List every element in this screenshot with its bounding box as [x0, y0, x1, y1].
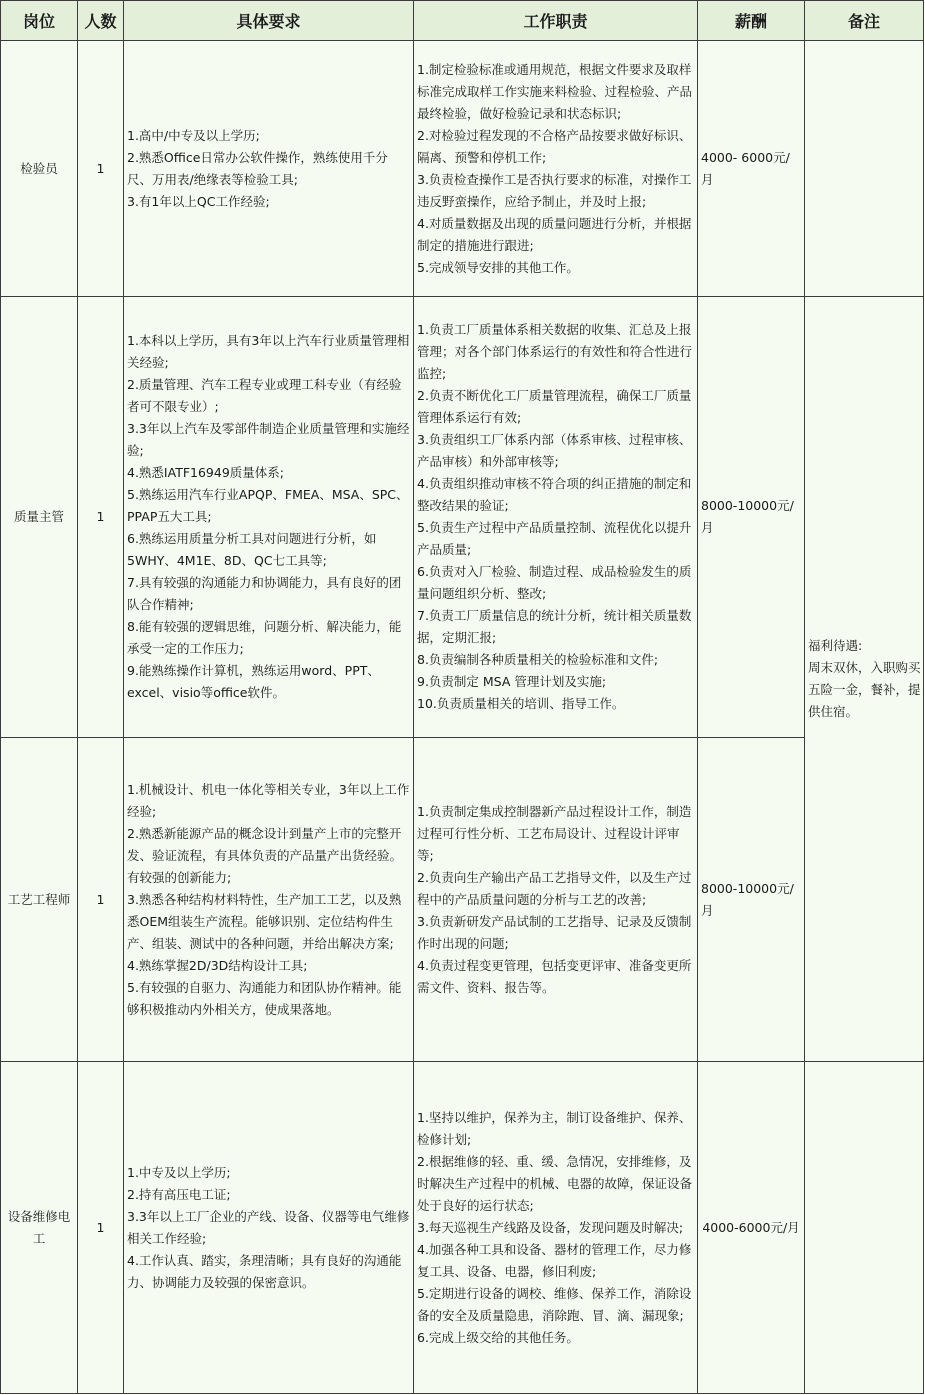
salary-cell: 4000-6000元/月: [698, 1062, 805, 1394]
requirement-item: 5.有较强的自驱力、沟通能力和团队协作精神。能够积极推动内外相关方，使成果落地。: [127, 979, 402, 1017]
requirements-cell: [124, 297, 414, 738]
salary-cell: 8000-10000元/月: [698, 297, 805, 738]
duty-item: 10.负责质量相关的培训、指导工作。: [417, 696, 625, 711]
requirement-item: 6.熟练运用质量分析工具对问题进行分析，如5WHY、4M1E、8D、QC七工具等;: [127, 531, 377, 568]
duty-item: 5.负责生产过程中产品质量控制、流程优化以提升产品质量;: [417, 520, 692, 557]
table-row: [1, 41, 924, 297]
duty-item: 5.完成领导安排的其他工作。: [417, 259, 579, 275]
duty-item: 4.加强各种工具和设备、器材的管理工作，尽力修复工具、设备、电器，修旧利废;: [417, 1241, 692, 1279]
requirement-item: 3.3年以上工厂企业的产线、设备、仪器等电气维修相关工作经验;: [127, 1208, 410, 1246]
requirement-item: 4.工作认真、踏实，条理清晰；具有良好的沟通能力、协调能力及较强的保密意识。: [127, 1252, 402, 1290]
duty-item: 1.负责工厂质量体系相关数据的收集、汇总及上报管理；对各个部门体系运行的有效性和符合性进行监控;: [417, 322, 693, 381]
header-row: [1, 1, 924, 41]
requirement-item: 9.能熟练操作计算机，熟练运用word、PPT、excel、visio等office软件。: [127, 663, 380, 700]
duty-item: 4.对质量数据及出现的质量问题进行分析，并根据制定的措施进行跟进;: [417, 215, 692, 253]
duty-item: 2.负责不断优化工厂质量管理流程，确保工厂质量管理体系运行有效;: [417, 388, 692, 425]
requirement-item: 3.有1年以上QC工作经验;: [127, 193, 270, 209]
requirements-cell: [124, 1062, 414, 1394]
requirement-item: 1.机械设计、机电一体化等相关专业，3年以上工作经验;: [127, 781, 410, 819]
header-position: 岗位: [1, 1, 78, 41]
requirement-item: 2.熟悉Office日常办公软件操作，熟练使用千分尺、万用表/绝缘表等检验工具;: [127, 149, 388, 187]
position-cell: 工艺工程师: [1, 738, 78, 1062]
count-cell: 1: [78, 1062, 124, 1394]
duties-cell: [414, 41, 698, 297]
count-cell: 1: [78, 41, 124, 297]
salary-cell: 4000- 6000元/月: [698, 41, 805, 297]
table-row: [1, 297, 924, 738]
requirements-cell: [124, 41, 414, 297]
table-row: [1, 1062, 924, 1394]
duties-cell: [414, 297, 698, 738]
duty-item: 3.每天巡视生产线路及设备，发现问题及时解决;: [417, 1219, 684, 1235]
duty-item: 2.根据维修的轻、重、缓、急情况，安排维修，及时解决生产过程中的机械、电器的故障，保证设备处于良好的运行状态;: [417, 1153, 693, 1213]
requirement-item: 2.持有高压电工证;: [127, 1186, 231, 1202]
benefits-title: 福利待遇:: [808, 638, 863, 653]
duty-item: 8.负责编制各种质量相关的检验标准和文件;: [417, 652, 659, 667]
duty-item: 1.制定检验标准或通用规范，根据文件要求及取样标准完成取样工作实施来料检验、过程检验、产品最终检验，做好检验记录和状态标识;: [417, 61, 693, 121]
duty-item: 9.负责制定 MSA 管理计划及实施;: [417, 674, 607, 689]
duty-item: 5.定期进行设备的调校、维修、保养工作，消除设备的安全及质量隐患，消除跑、冒、滴、漏现象;: [417, 1285, 692, 1323]
position-cell: 质量主管: [1, 297, 78, 738]
duty-item: 4.负责组织推动审核不符合项的纠正措施的制定和整改结果的验证;: [417, 476, 692, 513]
requirement-item: 1.高中/中专及以上学历;: [127, 127, 260, 143]
header-count: 人数: [78, 1, 124, 41]
duty-item: 2.负责向生产输出产品工艺指导文件，以及生产过程中的产品质量问题的分析与工艺的改善;: [417, 869, 692, 907]
duty-item: 3.负责组织工厂体系内部（体系审核、过程审核、产品审核）和外部审核等;: [417, 432, 692, 469]
requirement-item: 4.熟悉IATF16949质量体系;: [127, 465, 284, 480]
requirement-item: 5.熟练运用汽车行业APQP、FMEA、MSA、SPC、PPAP五大工具;: [127, 487, 409, 524]
requirement-item: 4.熟练掌握2D/3D结构设计工具;: [127, 957, 308, 973]
requirement-item: 8.能有较强的逻辑思维，问题分析、解决能力，能承受一定的工作压力;: [127, 619, 402, 656]
position-cell: 检验员: [1, 41, 78, 297]
requirements-cell: [124, 738, 414, 1062]
duty-item: 6.完成上级交给的其他任务。: [417, 1329, 579, 1345]
duty-item: 3.负责新研发产品试制的工艺指导、记录及反馈制作时出现的问题;: [417, 913, 692, 951]
table-row: [1, 738, 924, 1062]
remarks-cell: [805, 41, 924, 297]
duty-item: 4.负责过程变更管理，包括变更评审、准备变更所需文件、资料、报告等。: [417, 957, 692, 995]
requirement-item: 1.中专及以上学历;: [127, 1164, 231, 1180]
header-duties: 工作职责: [414, 1, 698, 41]
duty-item: 1.坚持以维护，保养为主，制订设备维护、保养、检修计划;: [417, 1109, 692, 1147]
requirement-item: 2.熟悉新能源产品的概念设计到量产上市的完整开发、验证流程，有具体负责的产品量产出货经验。有较强的创新能力;: [127, 825, 403, 885]
requirement-item: 3.3年以上汽车及零部件制造企业质量管理和实施经验;: [127, 421, 410, 458]
benefits-text: 周末双休，入职购买五险一金，餐补，提供住宿。: [808, 660, 921, 719]
header-requirements: 具体要求: [124, 1, 414, 41]
benefits-cell: [805, 297, 924, 1062]
count-cell: 1: [78, 738, 124, 1062]
requirement-item: 2.质量管理、汽车工程专业或理工科专业（有经验者可不限专业）;: [127, 377, 402, 414]
salary-cell: 8000-10000元/月: [698, 738, 805, 1062]
duty-item: 7.负责工厂质量信息的统计分析，统计相关质量数据，定期汇报;: [417, 608, 692, 645]
duties-cell: [414, 738, 698, 1062]
header-remarks: 备注: [805, 1, 924, 41]
duty-item: 3.负责检查操作工是否执行要求的标准，对操作工违反野蛮操作，应给予制止，并及时上报;: [417, 171, 692, 209]
duty-item: 6.负责对入厂检验、制造过程、成品检验发生的质量问题组织分析、整改;: [417, 564, 692, 601]
duty-item: 1.负责制定集成控制器新产品过程设计工作，制造过程可行性分析、工艺布局设计、过程设计评审等;: [417, 803, 692, 863]
remarks-cell: [805, 1062, 924, 1394]
duties-cell: [414, 1062, 698, 1394]
count-cell: 1: [78, 297, 124, 738]
requirement-item: 1.本科以上学历，具有3年以上汽车行业质量管理相关经验;: [127, 333, 410, 370]
requirement-item: 3.熟悉各种结构材料特性，生产加工工艺，以及熟悉OEM组装生产流程。能够识别、定位结构件生产、组装、测试中的各种问题，并给出解决方案;: [127, 891, 402, 951]
header-salary: 薪酬: [698, 1, 805, 41]
duty-item: 2.对检验过程发现的不合格产品按要求做好标识、隔离、预警和停机工作;: [417, 127, 692, 165]
position-cell: 设备维修电工: [1, 1062, 78, 1394]
requirement-item: 7.具有较强的沟通能力和协调能力，具有良好的团队合作精神;: [127, 575, 402, 612]
